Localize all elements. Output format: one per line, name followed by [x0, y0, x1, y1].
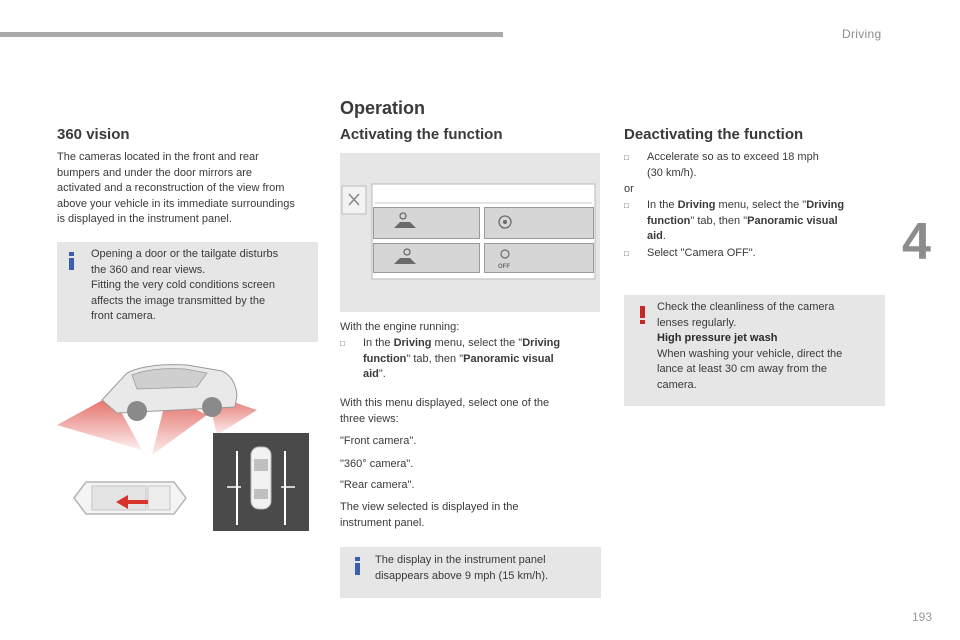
warning-line: camera.: [657, 378, 697, 391]
deactivating-step-2: [624, 198, 886, 245]
info-icon: [69, 252, 74, 270]
step-line: Accelerate so as to exceed 18 mph: [647, 151, 819, 163]
body-line: above your vehicle in its immediate surroundings: [57, 197, 295, 210]
front-camera-button[interactable]: [373, 207, 480, 239]
step-line: (30 km/h).: [647, 166, 697, 179]
car-wheel: [202, 397, 222, 417]
step-line: function" tab, then "Panoramic visual: [363, 352, 554, 365]
info-line: the 360 and rear views.: [91, 263, 206, 276]
section-title-360: 360 vision: [57, 126, 130, 143]
mirror-camera-illustration: [70, 478, 190, 518]
info-box-center: [340, 547, 601, 598]
rear-camera-button[interactable]: [373, 243, 480, 273]
step-line: In the Driving menu, select the "Driving: [647, 199, 845, 211]
close-icon[interactable]: [342, 186, 366, 214]
page-number: 193: [912, 610, 933, 624]
warning-heading: High pressure jet wash: [657, 332, 778, 345]
info-line: Opening a door or the tailgate disturbs: [91, 248, 279, 260]
info-line: disappears above 9 mph (15 km/h).: [375, 569, 549, 582]
360-camera-icon: [485, 208, 595, 240]
activating-title: Activating the function: [340, 126, 503, 143]
camera-off-icon: [485, 244, 595, 274]
option-rear-camera: "Rear camera".: [340, 479, 415, 491]
bullet-icon: □: [340, 339, 345, 348]
body-line: activated and a reconstruction of the view from: [57, 182, 285, 195]
360-camera-button[interactable]: [484, 207, 594, 239]
warning-box-text: [657, 300, 881, 394]
engine-running-text: With the engine running:: [340, 321, 460, 333]
chapter-title: Driving: [842, 27, 882, 41]
info-line: The display in the instrument panel: [375, 554, 546, 566]
info-line: front camera.: [91, 310, 156, 323]
view-result-text: [340, 500, 600, 531]
activating-step: [340, 336, 600, 383]
info-box-left: [57, 242, 318, 342]
text-line: The view selected is displayed in the: [340, 501, 519, 513]
info-icon: [355, 557, 360, 575]
header-rule: [0, 32, 503, 37]
step-line: Select "Camera OFF".: [647, 247, 756, 259]
text-line: With this menu displayed, select one of the: [340, 397, 550, 409]
select-views-text: [340, 396, 600, 427]
deactivating-step-1: [624, 150, 886, 181]
info-box-text: [375, 553, 597, 584]
warning-box: [624, 295, 885, 406]
warning-line: lenses regularly.: [657, 316, 737, 329]
warning-icon: [640, 306, 645, 324]
deactivating-step-3: [624, 246, 886, 262]
or-text: or: [624, 183, 634, 195]
car-wheel: [127, 401, 147, 421]
warning-line: When washing your vehicle, direct the: [657, 347, 843, 360]
car-windows: [132, 369, 207, 389]
body-line: bumpers and under the door mirrors are: [57, 166, 253, 179]
text-line: three views:: [340, 412, 399, 425]
step-line: In the Driving menu, select the "Driving: [363, 337, 561, 349]
section-360-body: [57, 150, 327, 228]
rear-camera-icon: [374, 244, 481, 274]
bullet-icon: □: [624, 249, 629, 258]
warning-line: lance at least 30 cm away from the: [657, 363, 827, 376]
bullet-icon: □: [624, 153, 629, 162]
camera-off-button[interactable]: [484, 243, 594, 273]
bullet-icon: □: [624, 201, 629, 210]
body-line: The cameras located in the front and rear: [57, 151, 259, 163]
option-front-camera: "Front camera".: [340, 435, 417, 447]
touchscreen-menu: [340, 153, 600, 312]
warning-line: Check the cleanliness of the camera: [657, 301, 835, 313]
body-line: is displayed in the instrument panel.: [57, 213, 232, 226]
info-line: Fitting the very cold conditions screen: [91, 279, 276, 292]
camera-off-label: OFF: [498, 264, 510, 270]
step-line: aid".: [363, 368, 386, 381]
360-view-screen: [213, 433, 309, 531]
deactivating-title: Deactivating the function: [624, 126, 804, 143]
operation-title: Operation: [340, 98, 426, 118]
option-360-camera: "360° camera".: [340, 458, 414, 470]
text-line: instrument panel.: [340, 516, 425, 529]
chapter-number: 4: [902, 213, 931, 271]
step-line: function" tab, then "Panoramic visual: [647, 214, 838, 227]
info-line: affects the image transmitted by the: [91, 294, 266, 307]
info-box-text: [91, 247, 313, 325]
step-line: aid.: [647, 230, 666, 243]
front-camera-icon: [374, 208, 481, 240]
